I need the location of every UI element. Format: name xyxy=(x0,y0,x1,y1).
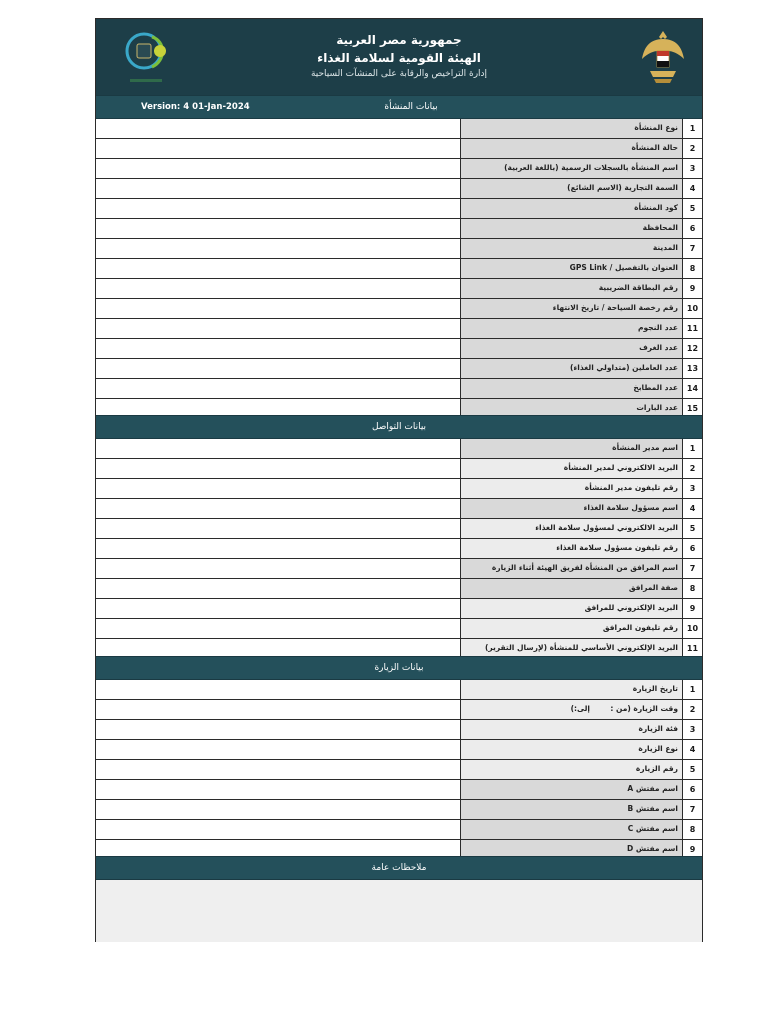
row-number: 11 xyxy=(683,319,702,338)
inspection-form xyxy=(95,18,703,942)
row-number: 10 xyxy=(683,619,702,638)
field-label: اسم مفتش D xyxy=(627,844,678,853)
form-row xyxy=(96,279,702,299)
field-label-cell xyxy=(461,539,683,558)
row-number: 8 xyxy=(683,259,702,278)
value-field[interactable] xyxy=(96,499,461,518)
form-row xyxy=(96,239,702,259)
field-label: السمة التجارية (الاسم الشائع) xyxy=(567,183,678,192)
row-number: 10 xyxy=(683,299,702,318)
row-number: 1 xyxy=(683,119,702,138)
field-label: عدد المطابخ xyxy=(633,383,678,392)
value-field[interactable] xyxy=(96,119,461,138)
form-row xyxy=(96,760,702,780)
form-row xyxy=(96,800,702,820)
form-row xyxy=(96,579,702,599)
field-label: صفة المرافق xyxy=(628,583,678,592)
field-label: رقم رخصة السياحة / تاريخ الانتهاء xyxy=(552,303,678,312)
row-number: 3 xyxy=(683,720,702,739)
row-number: 13 xyxy=(683,359,702,378)
visit-section-title: بيانات الزيارة xyxy=(374,663,424,673)
field-label-cell xyxy=(461,780,683,799)
field-label-cell xyxy=(461,579,683,598)
facility-section-title: بيانات المنشأة xyxy=(384,102,438,112)
field-label-cell xyxy=(461,259,683,278)
field-label: اسم مفتش A xyxy=(627,784,678,793)
row-number: 9 xyxy=(683,599,702,618)
value-field[interactable] xyxy=(96,579,461,598)
form-row xyxy=(96,159,702,179)
field-label-cell xyxy=(461,319,683,338)
field-label: وقت الزيارة (من : xyxy=(610,704,678,713)
form-row xyxy=(96,619,702,639)
field-label: المحافظة xyxy=(642,223,678,232)
form-row xyxy=(96,519,702,539)
field-label: رقم البطاقة الضريبية xyxy=(598,283,678,292)
row-number: 4 xyxy=(683,740,702,759)
row-number: 2 xyxy=(683,459,702,478)
form-row xyxy=(96,479,702,499)
form-row xyxy=(96,359,702,379)
value-field[interactable] xyxy=(96,740,461,759)
field-label-cell xyxy=(461,499,683,518)
form-row xyxy=(96,379,702,399)
field-label-cell xyxy=(461,359,683,378)
row-number: 1 xyxy=(683,439,702,458)
field-label-cell xyxy=(461,239,683,258)
value-field[interactable] xyxy=(96,199,461,218)
field-label-cell xyxy=(461,179,683,198)
field-label-cell xyxy=(461,740,683,759)
field-label: عدد العاملين (متداولي الغذاء) xyxy=(570,363,678,372)
field-label-cell xyxy=(461,339,683,358)
value-field[interactable] xyxy=(96,820,461,839)
field-label: نوع المنشأة xyxy=(634,123,678,132)
row-number: 9 xyxy=(683,279,702,298)
form-row xyxy=(96,139,702,159)
field-label: تاريخ الزيارة xyxy=(632,684,678,693)
field-label: نوع الزيارة xyxy=(638,744,678,753)
form-row xyxy=(96,119,702,139)
row-number: 3 xyxy=(683,479,702,498)
field-label: عدد النجوم xyxy=(638,323,678,332)
field-label-cell xyxy=(461,760,683,779)
value-field[interactable] xyxy=(96,439,461,458)
field-label: العنوان بالتفصيل / GPS Link xyxy=(569,263,678,272)
row-number: 6 xyxy=(683,539,702,558)
field-label-cell xyxy=(461,680,683,699)
row-number: 8 xyxy=(683,820,702,839)
authority-name: الهيئة القومية لسلامة الغذاء xyxy=(317,51,481,65)
field-label: رقم تليفون مدير المنشأة xyxy=(584,483,678,492)
version-label: Version: 4 01-Jan-2024 xyxy=(141,102,250,112)
row-number: 7 xyxy=(683,800,702,819)
field-label: اسم مفتش C xyxy=(627,824,678,833)
value-field[interactable] xyxy=(96,379,461,398)
value-field[interactable] xyxy=(96,319,461,338)
field-label: عدد البارات xyxy=(636,403,678,412)
value-field[interactable] xyxy=(96,800,461,819)
form-row xyxy=(96,339,702,359)
row-number: 5 xyxy=(683,199,702,218)
visit-section-header xyxy=(96,656,702,680)
field-label-cell xyxy=(461,219,683,238)
field-label: فئة الزيارة xyxy=(638,724,678,733)
row-number: 3 xyxy=(683,159,702,178)
field-label-cell xyxy=(461,519,683,538)
row-number: 2 xyxy=(683,139,702,158)
form-row xyxy=(96,559,702,579)
field-label-cell xyxy=(461,139,683,158)
form-row xyxy=(96,299,702,319)
row-number: 5 xyxy=(683,519,702,538)
field-label: البريد الإلكتروني للمرافق xyxy=(584,603,678,612)
field-label: اسم المرافق من المنشأة لفريق الهيئة أثناء الزيارة xyxy=(491,563,678,572)
row-number: 5 xyxy=(683,760,702,779)
row-number: 1 xyxy=(683,680,702,699)
value-field[interactable] xyxy=(96,139,461,158)
value-field[interactable] xyxy=(96,680,461,699)
field-label: رقم الزيارة xyxy=(635,764,678,773)
row-number: 7 xyxy=(683,239,702,258)
form-row xyxy=(96,680,702,700)
field-label: البريد الالكتروني لمسؤول سلامة الغذاء xyxy=(535,523,678,532)
value-field[interactable] xyxy=(96,539,461,558)
field-label: رقم تليفون مسؤول سلامة الغذاء xyxy=(556,543,678,552)
field-label: حالة المنشأة xyxy=(631,143,678,152)
field-label: اسم مدير المنشأة xyxy=(612,443,678,452)
row-number: 4 xyxy=(683,179,702,198)
field-label-to: إلى: xyxy=(574,704,590,713)
value-field[interactable] xyxy=(96,519,461,538)
form-header xyxy=(96,19,702,95)
form-row xyxy=(96,259,702,279)
field-label: اسم مفتش B xyxy=(627,804,678,813)
field-label-cell xyxy=(461,439,683,458)
row-number: 14 xyxy=(683,379,702,398)
row-number: 6 xyxy=(683,219,702,238)
form-row xyxy=(96,179,702,199)
egypt-eagle-emblem xyxy=(640,25,686,89)
value-field[interactable] xyxy=(96,219,461,238)
field-label: رقم تليفون المرافق xyxy=(602,623,678,632)
value-field[interactable] xyxy=(96,619,461,638)
field-label-cell xyxy=(461,479,683,498)
form-row xyxy=(96,820,702,840)
value-field[interactable] xyxy=(96,179,461,198)
value-field[interactable] xyxy=(96,299,461,318)
row-number: 9 xyxy=(683,840,702,859)
field-label-cell xyxy=(461,299,683,318)
value-field[interactable] xyxy=(96,359,461,378)
form-row xyxy=(96,319,702,339)
field-label: المدينة xyxy=(652,243,678,252)
field-label: اسم مسؤول سلامة الغذاء xyxy=(583,503,678,512)
notes-section-title: ملاحظات عامة xyxy=(371,863,427,873)
field-label: البريد الإلكتروني الأساسي للمنشأة (لإرسال التقرير) xyxy=(484,643,678,652)
notes-field[interactable] xyxy=(96,880,702,942)
value-field[interactable] xyxy=(96,780,461,799)
field-label-cell xyxy=(461,820,683,839)
field-label-cell xyxy=(461,599,683,618)
form-row xyxy=(96,780,702,800)
facility-section-header xyxy=(96,95,702,119)
value-field[interactable] xyxy=(96,259,461,278)
row-number: 6 xyxy=(683,780,702,799)
field-label: اسم المنشأة بالسجلات الرسمية (باللغة العربية) xyxy=(504,163,678,172)
form-row xyxy=(96,599,702,619)
field-label-cell xyxy=(461,199,683,218)
value-field[interactable] xyxy=(96,459,461,478)
value-field[interactable] xyxy=(96,720,461,739)
row-number: 4 xyxy=(683,499,702,518)
field-label-cell xyxy=(461,379,683,398)
contact-section-title: بيانات التواصل xyxy=(371,422,427,432)
form-row xyxy=(96,499,702,519)
form-row xyxy=(96,459,702,479)
field-label-cell xyxy=(461,459,683,478)
row-number: 7 xyxy=(683,559,702,578)
field-label-cell xyxy=(461,800,683,819)
field-label: عدد الغرف xyxy=(639,343,678,352)
value-field[interactable] xyxy=(96,479,461,498)
row-number: 8 xyxy=(683,579,702,598)
row-number: 2 xyxy=(683,700,702,719)
field-label-cell xyxy=(461,119,683,138)
department-name: إدارة التراخيص والرقابة على المنشآت السياحية xyxy=(310,69,488,79)
value-field[interactable] xyxy=(96,599,461,618)
form-row xyxy=(96,700,702,720)
value-field[interactable] xyxy=(96,239,461,258)
form-row xyxy=(96,720,702,740)
field-label-cell xyxy=(461,720,683,739)
value-field[interactable] xyxy=(96,339,461,358)
row-number: 15 xyxy=(683,399,702,418)
field-label-cell xyxy=(461,700,683,719)
field-label-cell xyxy=(461,159,683,178)
form-row xyxy=(96,740,702,760)
form-row xyxy=(96,199,702,219)
form-row xyxy=(96,539,702,559)
field-label: كود المنشأة xyxy=(634,203,678,212)
field-label-cell xyxy=(461,279,683,298)
field-label: البريد الالكتروني لمدير المنشأة xyxy=(563,463,678,472)
value-field[interactable] xyxy=(96,159,461,178)
row-number: 11 xyxy=(683,639,702,658)
row-number: 12 xyxy=(683,339,702,358)
country-name: جمهورية مصر العربية xyxy=(336,33,462,47)
form-row xyxy=(96,439,702,459)
field-label-cell xyxy=(461,619,683,638)
value-field[interactable] xyxy=(96,559,461,578)
value-field[interactable] xyxy=(96,279,461,298)
form-row xyxy=(96,219,702,239)
value-field[interactable] xyxy=(96,700,461,719)
notes-section-header xyxy=(96,856,702,880)
value-field[interactable] xyxy=(96,760,461,779)
field-label-end: ) xyxy=(570,704,574,713)
contact-section-header xyxy=(96,415,702,439)
field-label-cell xyxy=(461,559,683,578)
